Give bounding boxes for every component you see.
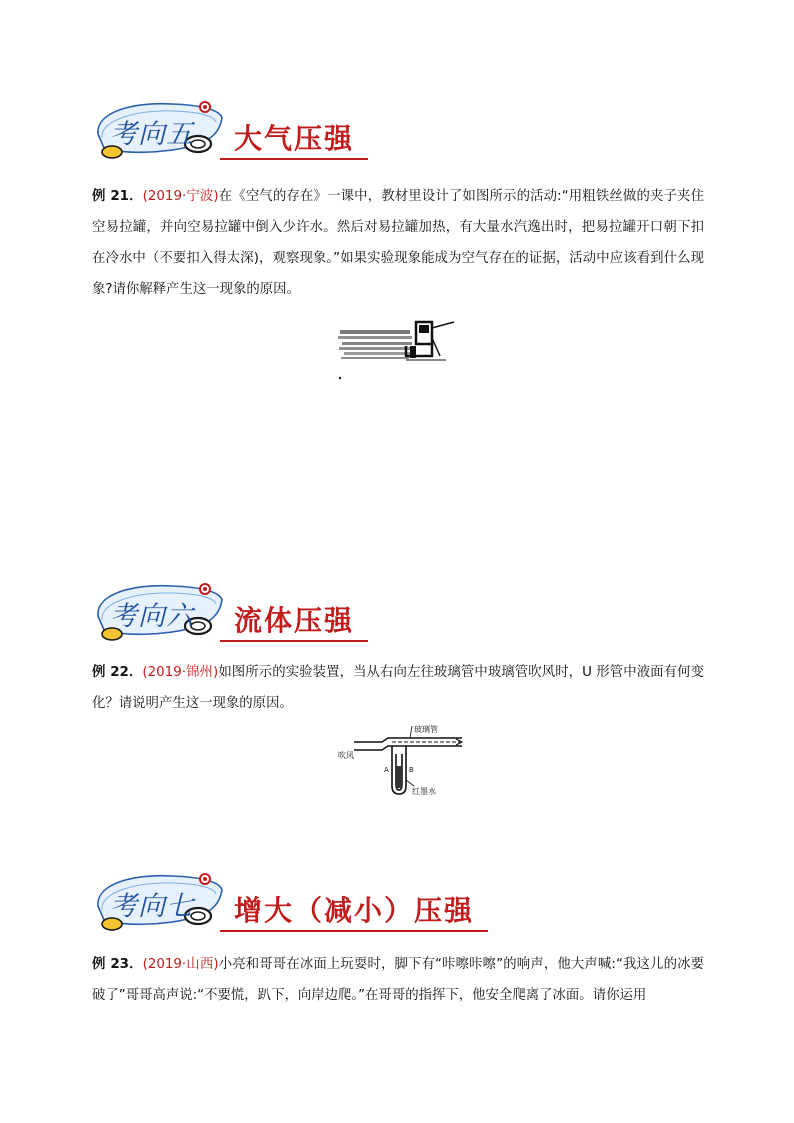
example-text: 在《空气的存在》一课中，教材里设计了如图所示的活动:“用粗铁丝做的夹子夹住空易拉罐，并向空易拉罐中倒入少许水。然后对易拉罐加热，有大量水汽逸出时，把易拉罐开口朝下扣在冷水中（不要扣入得太深)，观察现象。”如果实验现象能成为空气存在的证据，活动中应该看到什么现象?请你解释产生这一现象的原因。 bbox=[92, 189, 704, 297]
topic-badge bbox=[92, 98, 232, 162]
label-a: A bbox=[384, 766, 389, 774]
example-label: 例 23． bbox=[92, 957, 143, 972]
label-b: B bbox=[409, 766, 414, 774]
example-source: (2019·锦州) bbox=[142, 665, 219, 680]
topic-badge bbox=[92, 580, 232, 644]
label-red-ink: 红墨水 bbox=[412, 787, 436, 796]
example-source: (2019·山西) bbox=[142, 957, 219, 972]
badge-label: 考向六 bbox=[110, 601, 194, 632]
badge-label: 考向七 bbox=[110, 891, 194, 922]
topic-badge bbox=[92, 870, 232, 934]
section-header-3 bbox=[92, 870, 512, 940]
section-header-2 bbox=[92, 580, 512, 650]
example-22 bbox=[92, 657, 704, 719]
u-tube-figure bbox=[336, 724, 466, 798]
example-label: 例 21． bbox=[92, 189, 143, 204]
example-source: (2019·宁波) bbox=[142, 189, 219, 204]
label-glass-tube: 玻璃管 bbox=[414, 725, 438, 734]
topic-title: 增大（减小）压强 bbox=[220, 892, 488, 932]
example-23 bbox=[92, 949, 704, 1011]
example-text: 如图所示的实验装置，当从右向左往玻璃管中玻璃管吹风时，U 形管中液面有何变化？请说明产生这一现象的原因。 bbox=[92, 665, 704, 711]
example-21 bbox=[92, 181, 704, 305]
topic-title: 大气压强 bbox=[220, 120, 368, 160]
example-label: 例 22． bbox=[92, 665, 143, 680]
can-experiment-figure bbox=[336, 316, 456, 384]
badge-label: 考向五 bbox=[110, 119, 194, 150]
example-text: 小亮和哥哥在冰面上玩耍时，脚下有“咔嚓咔嚓”的响声，他大声喊:“我这儿的冰要破了”哥哥高声说:“不要慌，趴下，向岸边爬。”在哥哥的指挥下，他安全爬离了冰面。请你运用 bbox=[92, 957, 705, 1003]
topic-title: 流体压强 bbox=[220, 602, 368, 642]
section-header-1 bbox=[92, 98, 512, 168]
label-wind: 吹风 bbox=[338, 751, 354, 760]
